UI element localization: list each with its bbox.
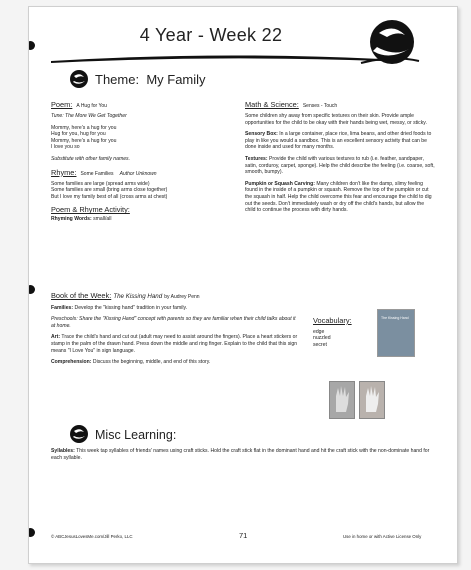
rhyme-line: But I love my family best of all (cross arms at chest) — [51, 193, 168, 200]
footer-copyright: © ABCJesusLovesMe.com/Jill Perko, LLC — [51, 534, 133, 539]
pumpkin-label: Pumpkin or Squash Carving: — [245, 180, 315, 187]
misc-heading — [69, 426, 176, 444]
book-title: The Kissing Hand — [113, 293, 163, 300]
hand-icon — [330, 382, 354, 418]
poem-line: Hug for you, hug for you — [51, 131, 106, 138]
rhyming-words-label: Rhyming Words: — [51, 216, 92, 223]
theme-value: My Family — [146, 72, 206, 87]
rhyming-words-value: small/all — [93, 216, 112, 223]
binder-hole — [28, 528, 35, 537]
poem-title: A Hug for You — [76, 103, 107, 109]
families-text: Develop the "kissing hand" tradition in your family. — [74, 304, 188, 311]
textures-label: Textures: — [245, 155, 268, 162]
math-science-heading: Math & Science: — [245, 100, 299, 109]
families-label: Families: — [51, 304, 74, 311]
preschools-text: Share the "Kissing Hand" concept with parents so they are familiar when their child talks about it at home. — [51, 316, 296, 329]
theme-label: Theme: — [95, 72, 140, 87]
math-science-sub: Senses - Touch — [302, 103, 338, 109]
left-column — [51, 100, 251, 228]
syllables-label: Syllables: — [51, 448, 75, 454]
comprehension-label: Comprehension: — [51, 359, 92, 366]
textures-text: Provide the child with various textures to rub (i.e. feather, sandpaper, satin, corduroy, carpet, sponge). Help the child describe the feeling (i.e. coarse, soft, smooth, bumpy). — [245, 155, 435, 176]
poem-note: Substitute with other family names. — [51, 155, 130, 162]
poem-tune: Tune: The More We Get Together — [51, 113, 127, 119]
comprehension-text: Discuss the beginning, middle, and end of this story. — [92, 359, 211, 366]
binder-hole — [28, 41, 35, 50]
rhyme-title: Some Families — [80, 170, 114, 177]
page-title: 4 Year - Week 22 — [139, 25, 283, 45]
logo-icon — [69, 424, 89, 444]
logo-icon — [69, 69, 89, 89]
vocab-word: nuzzled — [313, 335, 331, 342]
page-number: 71 — [239, 531, 248, 540]
swoosh-divider — [51, 53, 381, 65]
rhyme-line: Some families are small (bring arms close together) — [51, 187, 168, 194]
hand-craft-image — [359, 381, 385, 419]
vocab-word: secret — [313, 341, 327, 348]
vocabulary-box — [313, 318, 352, 348]
poem-line: Mommy, here's a hug for you — [51, 137, 117, 144]
vocab-word: edge — [313, 328, 325, 335]
poem-line: I love you so — [51, 144, 80, 151]
rhyme-line: Some families are large (spread arms wide) — [51, 180, 150, 187]
hand-icon — [360, 382, 384, 418]
poem-heading: Poem: — [51, 100, 73, 109]
hand-craft-image — [329, 381, 355, 419]
preschools-label: Preschools: — [51, 316, 78, 323]
book-author: by Audrey Penn — [164, 294, 200, 300]
rhyme-author: Author Unknown — [119, 170, 157, 177]
sensory-text: In a large container, place rice, lima beans, and other dried foods to play in like you would a sandbox. This is an excellent sensory activity that can be done inside and used for many months. — [245, 131, 432, 151]
poem-line: Mommy, here's a hug for you — [51, 124, 117, 131]
book-cover-image — [377, 309, 415, 357]
vocabulary-heading: Vocabulary: — [313, 316, 352, 325]
misc-heading-text: Misc Learning: — [95, 428, 177, 442]
right-column — [245, 100, 435, 219]
misc-text-block — [51, 448, 435, 461]
logo-icon — [359, 17, 421, 69]
binder-hole — [28, 285, 35, 294]
book-heading: Book of the Week: — [51, 291, 112, 300]
book-of-week-section — [51, 293, 431, 371]
footer-license: Use in home or with Active License Only — [343, 534, 422, 539]
poem-activity-heading: Poem & Rhyme Activity: — [51, 205, 130, 215]
art-label: Art: — [51, 334, 61, 341]
art-text: Trace the child's hand and cut out (adult may need to assist around the fingers). Place a heart stickers or stamp in the palm of the drawn hand. Press down the middle and ring finger. Explain to the child that this sign means "I Love You" in sign language. — [51, 334, 298, 354]
sensory-label: Sensory Box: — [245, 131, 278, 138]
syllables-text: This week tap syllables of friends' names using craft sticks. Hold the craft stick flat in the dominant hand and hit the craft stick with the non-dominate hand for each syllable. — [51, 448, 430, 461]
math-intro: Some children shy away from specific textures on their skin. Provide ample opportunities for the child to be okay with their hands being wet, messy, or sticky. — [245, 113, 427, 126]
theme-heading — [69, 71, 206, 89]
rhyme-heading: Rhyme: — [51, 167, 77, 177]
book-cover-title: The Kissing Hand — [381, 316, 409, 320]
pumpkin-text: Many children don't like the damp, slimy feeling found in the inside of a pumpkin or squash. Remove the top of the pumpkin or cut the squash in half. Help the child overcome this fear and encourage the child to dig out the seeds. Don't immediately wash or dry off the child's hands, but allow the child to continue the process with dirty hands. — [245, 180, 432, 214]
worksheet-page — [28, 6, 458, 564]
